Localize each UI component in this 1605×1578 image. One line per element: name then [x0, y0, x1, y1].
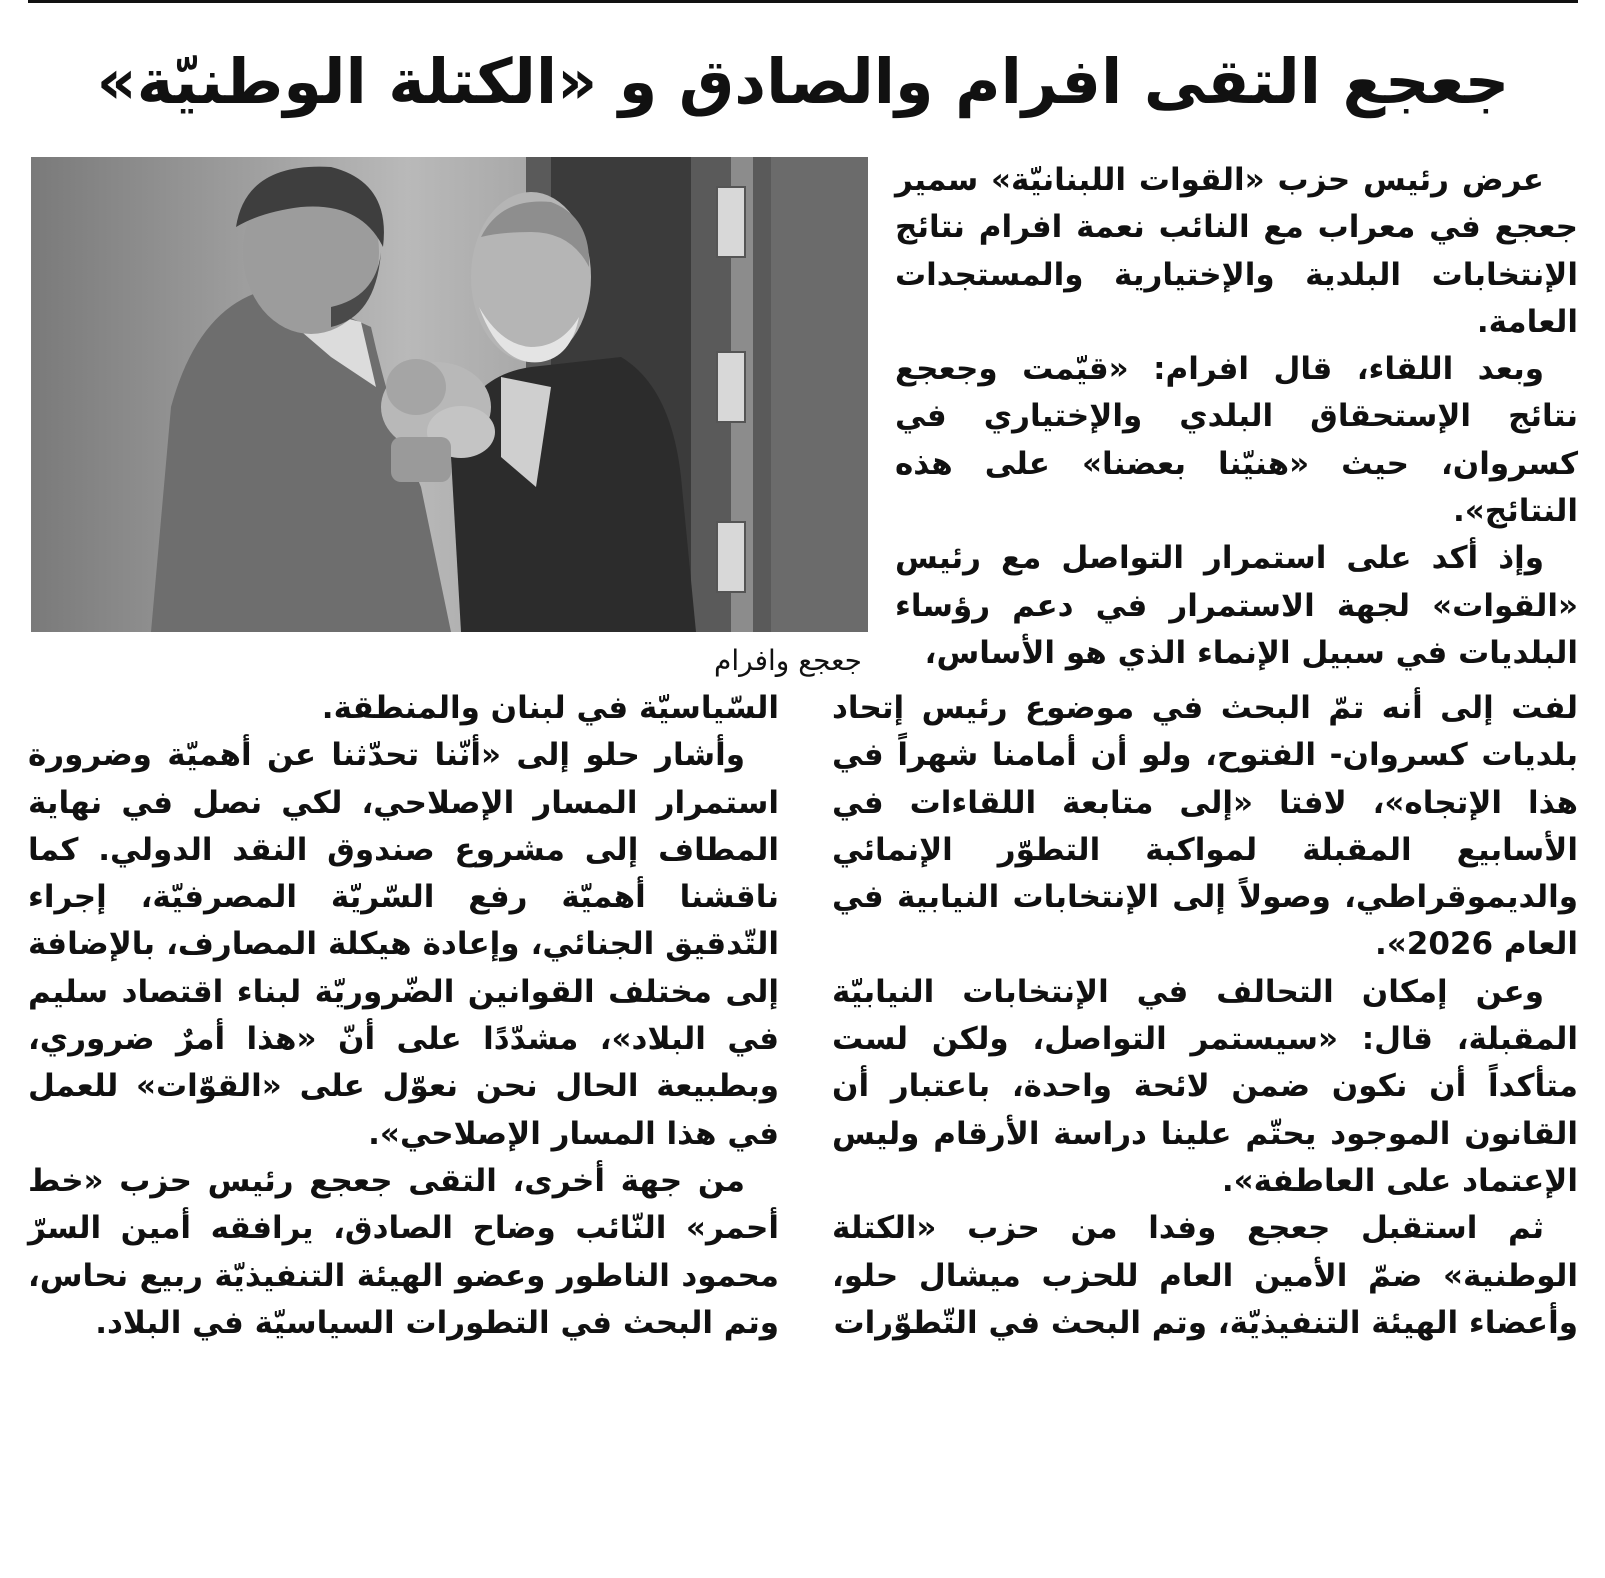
paragraph-5-end: السّياسيّة في لبنان والمنطقة.	[321, 690, 779, 726]
right-column-bottom	[832, 685, 1578, 1347]
top-rule	[28, 0, 1578, 3]
paragraph-4: وعن إمكان التحالف في الإنتخابات النيابيّة المقبلة، قال: «سيستمر التواصل، ولكن لست متأكداً أن نكون ضمن لائحة واحدة، باعتبار أن القانون الموجود يحتّم علينا دراسة الأرقام وليس الإعتماد على العاطفة».	[832, 973, 1578, 1199]
photo-caption: جعجع وافرام	[714, 644, 862, 677]
article-photo	[31, 157, 868, 632]
paragraph-3-start: وإذ أكد على استمرار التواصل مع رئيس «القوات» لجهة الاستمرار في دعم رؤساء البلديات في سبيل الإنماء الذي هو الأساس،	[895, 540, 1578, 671]
headline: جعجع التقى افرام والصادق و «الكتلة الوطنيّة»	[96, 45, 1510, 118]
paragraph-2: وبعد اللقاء، قال افرام: «قيّمت وجعجع نتائج الإستحقاق البلدي والإختياري في كسروان، حيث «هنيّنا بعضنا» على هذه النتائج».	[895, 351, 1578, 530]
photo-two-men-greeting-icon	[31, 157, 868, 632]
paragraph-1: عرض رئيس حزب «القوات اللبنانيّة» سمير جعجع في معراب مع النائب نعمة افرام نتائج الإنتخابات البلدية والإختيارية والمستجدات العامة.	[895, 162, 1578, 340]
paragraph-6: وأشار حلو إلى «أنّنا تحدّثنا عن أهميّة وضرورة استمرار المسار الإصلاحي، لكي نصل في نهاية المطاف إلى مشروع صندوق النقد الدولي. كما ناقشنا أهميّة رفع السّريّة المصرفيّة، إجراء التّدقيق الجنائي، وإعادة هيكلة المصارف، بالإضافة إلى مختلف القوانين الضّروريّة لبناء اقتصاد سليم في البلاد»، مشدّدًا على أنّ «هذا أمرٌ ضروري، وبطبيعة الحال نحن نعوّل على «القوّات» للعمل في هذا المسار الإصلاحي».	[28, 737, 779, 1152]
paragraph-7: من جهة أخرى، التقى جعجع رئيس حزب «خط أحمر» النّائب وضاح الصادق، يرافقه أمين السرّ محمود الناطور وعضو الهيئة التنفيذيّة ربيع نحاس، وتم البحث في التطورات السياسيّة في البلاد.	[28, 1162, 779, 1341]
left-column	[28, 685, 779, 1347]
paragraph-5: ثم استقبل جعجع وفدا من حزب «الكتلة الوطنية» ضمّ الأمين العام للحزب ميشال حلو، وأعضاء الهيئة التنفيذيّة، وتم البحث في التّطوّرات	[832, 1210, 1578, 1341]
right-column-top	[895, 157, 1578, 677]
paragraph-3-end: لفت إلى أنه تمّ البحث في موضوع رئيس إتحاد بلديات كسروان- الفتوح، ولو أن أمامنا شهراً في هذا الإتجاه»، لافتا «إلى متابعة اللقاءات في الأسابيع المقبلة لمواكبة التطوّر الإنمائي والديموقراطي، وصولاً إلى الإنتخابات النيابية في العام 2026».	[832, 690, 1578, 963]
